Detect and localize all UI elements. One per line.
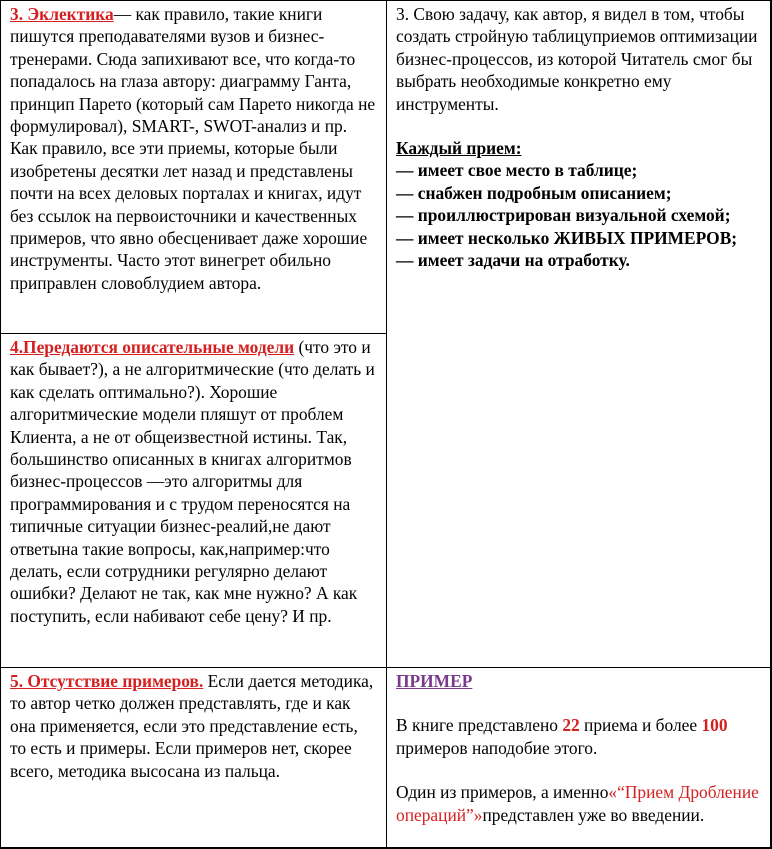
task-list-item: — имеет свое место в таблице; [396,160,638,181]
cell-eclectic [1,1,386,333]
example-heading: ПРИМЕР [396,671,473,691]
models-heading: 4.Передаются описательные модели [10,337,295,357]
cell-example [387,668,770,847]
example-text: примеров наподобие этого. [396,737,598,758]
models-paragraph [10,336,378,627]
task-list-item: — снабжен подробным описанием; [396,182,672,203]
example-text: приема и более [579,715,702,736]
example-text: Один из примеров, а именно [396,782,609,803]
example-text: В книге представлено [396,715,563,736]
examples-heading: 5. Отсутствие примеров. [10,671,204,691]
models-text: (что это и как бывает?), а не алгоритмические (что делать и как сделать оптимально?). Хорошие алгоритмические модели пляшут от проблем Клиента, а не от общеизвестной истины. Так, большинство описанных в книгах алгоритмов бизнес-процессов —это алгоритмы для программирования и с трудом переносятся на типичные ситуации бизнес-реалий,не дают ответына такие вопросы, как,например:что делать, если сотрудники регулярно делают ошибки? Делают не так, как мне нужно? А как поступить, если набивают себе цену? И пр. [10,337,375,626]
eclectic-paragraph [10,3,378,294]
task-list-item: — имеет задачи на отработку. [396,250,630,271]
example-paragraph-2 [396,781,762,826]
example-quote: «“Прием Дробление операций”» [396,782,759,825]
task-list-item: — проиллюстрирован визуальной схемой; [396,205,731,226]
task-list-title: Каждый прием: [396,138,522,159]
eclectic-heading: 3. Эклектика [10,4,114,24]
cell-no-examples [1,668,386,847]
eclectic-text: — как правило, такие книги пишутся преподавателями вузов и бизнес-тренерами. Сюда запихивают все, что когда-то попадалось на глаза автору: диаграмму Ганта, принцип Парето (который сам Парето никогда не формулировал), SMART-, SWOT-анализ и пр. Как правило, все эти приемы, которые были изобретены десятки лет назад и представлены почти на всех деловых порталах и книгах, идут без ссылок на первоисточники и качественных примеров, что явно обесценивает даже хорошие инструменты. Часто этот винегрет обильно приправлен словоблудием автора. [10,4,376,293]
example-text: представлен уже во введении. [482,804,705,825]
task-list-item: — имеет несколько ЖИВЫХ ПРИМЕРОВ; [396,227,738,248]
task-intro: 3. Свою задачу, как автор, я видел в том, чтобы создать стройную таблицуприемов оптимизации бизнес-процессов, из которой Читатель смог бы выбрать необходимые конкретно ему инструменты. [396,4,758,114]
examples-paragraph [10,670,378,782]
example-count-examples: 100 [701,715,728,736]
example-count-techniques: 22 [562,715,580,736]
example-paragraph-1 [396,714,762,759]
cell-models [1,334,386,667]
examples-text: Если дается методика, то автор четко должен представлять, где и как она применяется, если это представление есть, то есть и примеры. Если примеров нет, скорее всего, методика высосана из пальца. [10,671,374,781]
cell-task [387,1,770,667]
